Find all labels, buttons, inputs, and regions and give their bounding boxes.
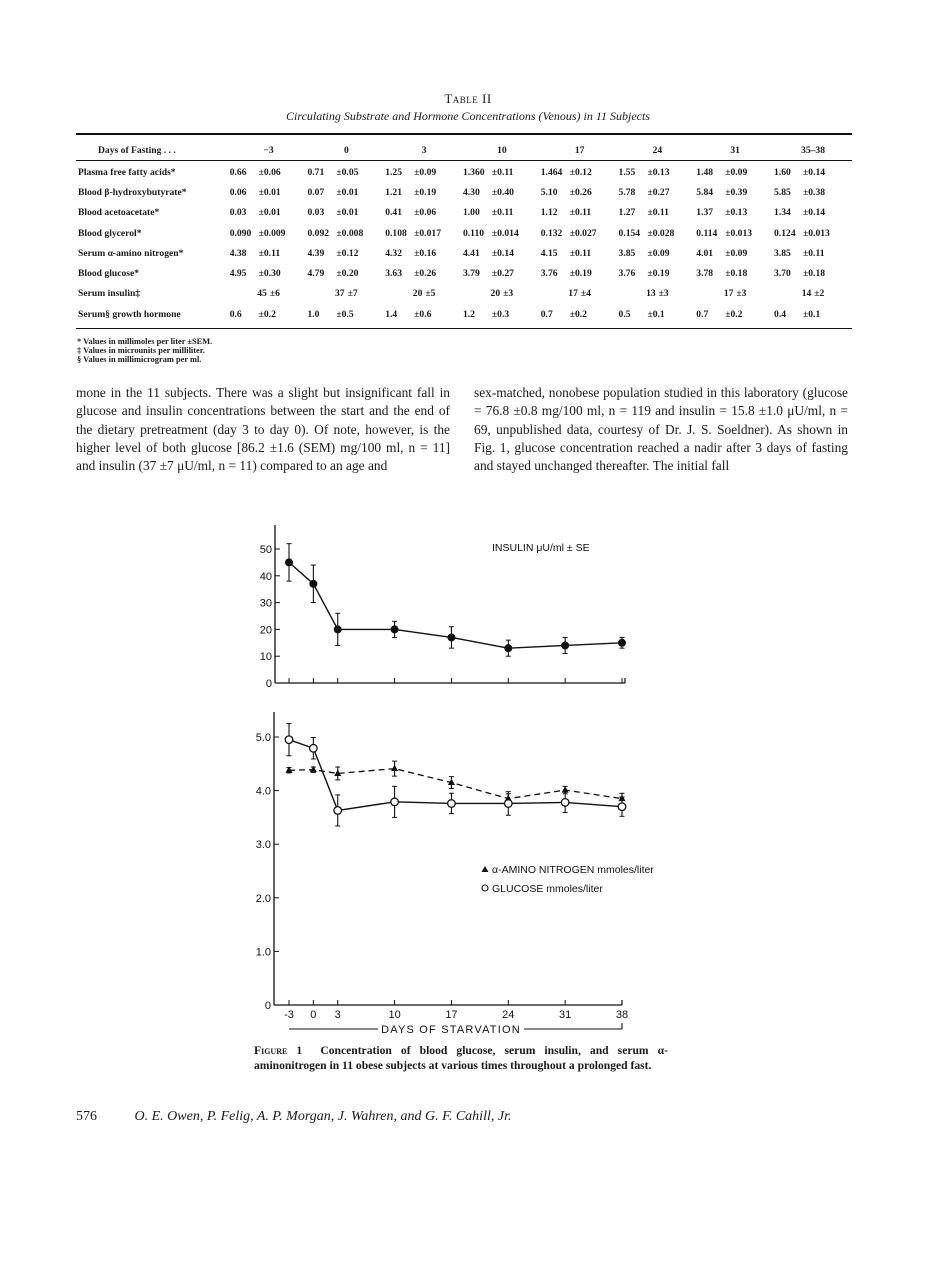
cell-value: 4.95 <box>229 268 247 280</box>
cell-error: ±0.01 <box>336 186 359 198</box>
cell-error: ±0.14 <box>491 247 514 259</box>
cell-error: ±0.01 <box>336 207 359 219</box>
cell-error: ±0.16 <box>414 247 437 259</box>
cell-value: 0.7 <box>696 308 709 320</box>
amino-nitrogen-data-point <box>391 765 398 772</box>
cell-error: ±0.26 <box>414 268 437 280</box>
cell-value: 3.79 <box>462 268 480 280</box>
cell-error: ±0.027 <box>569 227 597 239</box>
insulin-panel <box>260 525 626 690</box>
paragraph: mone in the 11 subjects. There was a slight but insignificant fall in glucose and insulin concentrations between the start and the end of the dietary pretreatment (day 3 to day 0). Of note, however, is the higher level of both glucose [86.2 ±1.6 (SEM) mg/100 ml, n = 11] and insulin (37 ±7 μU/ml, n = 11) compared to an age and <box>76 385 450 474</box>
cell-error: ±0.11 <box>647 207 669 219</box>
cell-value: 0.06 <box>229 186 247 198</box>
cell-error: ±0.013 <box>725 227 753 239</box>
x-tick-label: -3 <box>284 1009 294 1021</box>
cell-value: 17 <box>568 288 578 300</box>
cell-value: 1.25 <box>385 166 403 178</box>
cell-value: 0.03 <box>229 207 247 219</box>
author-list: O. E. Owen, P. Felig, A. P. Morgan, J. Wahren, and G. F. Cahill, Jr. <box>134 1109 512 1124</box>
column-header: −3 <box>263 144 274 156</box>
cell-error: ±0.6 <box>414 308 432 320</box>
glucose-data-point <box>391 798 399 806</box>
cell-value: 0.41 <box>385 207 403 219</box>
cell-value: 17 <box>723 288 734 300</box>
cell-value: 3.63 <box>385 268 403 280</box>
glucose-amino-panel <box>256 712 655 1036</box>
cell-error: ±0.13 <box>647 166 670 178</box>
y-tick-label: 50 <box>259 544 272 556</box>
cell-value: 0.71 <box>307 166 325 178</box>
glucose-data-point <box>561 799 569 807</box>
cell-error: ±0.30 <box>258 268 281 280</box>
column-header: 17 <box>574 144 585 156</box>
triangle-legend-icon <box>482 866 489 872</box>
cell-value: 1.34 <box>774 207 791 219</box>
column-header: 3 <box>421 144 427 156</box>
glucose-data-point <box>504 800 512 808</box>
table-title: Table II <box>444 91 492 106</box>
cell-error: ±0.028 <box>647 227 675 239</box>
y-tick-label: 4.0 <box>255 785 271 798</box>
y-tick-label: 3.0 <box>255 839 271 852</box>
cell-value: 0.154 <box>618 227 641 239</box>
cell-error: ±0.20 <box>336 268 359 280</box>
page-number: 576 <box>76 1109 97 1124</box>
cell-value: 0.07 <box>307 186 325 198</box>
footnote: § Values in millimicrogram per ml. <box>77 355 202 364</box>
cell-error: ±6 <box>269 288 280 300</box>
cell-value: 3.85 <box>774 247 791 259</box>
cell-value: 4.32 <box>385 247 403 259</box>
cell-value: 5.85 <box>774 186 791 198</box>
cell-error: ±0.09 <box>725 166 748 178</box>
cell-error: ±0.3 <box>491 308 510 320</box>
cell-error: ±0.14 <box>802 207 826 219</box>
cell-value: 0.132 <box>540 227 563 239</box>
row-label: Blood glycerol* <box>78 227 142 239</box>
cell-error: ±0.06 <box>414 207 437 219</box>
legend-glucose: GLUCOSE mmoles/liter <box>492 883 603 895</box>
cell-error: ±0.013 <box>802 227 830 239</box>
column-header: 24 <box>652 144 663 156</box>
cell-value: 3.76 <box>618 268 636 280</box>
cell-error: ±0.01 <box>258 207 281 219</box>
y-tick-label: 40 <box>259 570 272 583</box>
insulin-data-point <box>285 558 293 566</box>
cell-error: ±0.38 <box>802 186 826 198</box>
cell-error: ±0.27 <box>647 186 670 198</box>
cell-error: ±5 <box>425 288 436 300</box>
cell-value: 14 <box>801 288 812 300</box>
cell-value: 0.108 <box>385 227 407 239</box>
row-label: Blood acetoacetate* <box>78 207 160 219</box>
cell-value: 1.37 <box>696 207 714 219</box>
cell-error: ±3 <box>658 288 669 300</box>
cell-error: ±0.26 <box>569 186 592 198</box>
cell-value: 1.21 <box>385 186 403 198</box>
cell-value: 1.55 <box>618 166 636 178</box>
cell-error: ±0.01 <box>258 186 281 198</box>
y-tick-label: 30 <box>259 597 272 610</box>
y-tick-label: 0 <box>264 1000 271 1012</box>
cell-error: ±0.2 <box>569 308 587 320</box>
cell-error: ±0.39 <box>725 186 748 198</box>
cell-value: 4.15 <box>540 247 558 259</box>
cell-value: 1.48 <box>696 166 714 178</box>
cell-error: ±0.11 <box>569 247 592 259</box>
legend-amino-nitrogen: α-AMINO NITROGEN mmoles/liter <box>492 864 654 876</box>
cell-value: 5.84 <box>696 186 714 198</box>
x-tick-label: 24 <box>502 1009 515 1021</box>
cell-value: 4.38 <box>229 247 247 259</box>
x-tick-label: 0 <box>310 1009 317 1021</box>
row-label: Serum§ growth hormone <box>78 308 181 320</box>
cell-value: 0.6 <box>229 308 242 320</box>
insulin-data-point <box>391 625 399 633</box>
cell-error: ±0.27 <box>491 268 514 280</box>
insulin-data-point <box>618 639 626 647</box>
cell-error: ±0.1 <box>802 308 821 320</box>
row-label: Serum insulin‡ <box>78 288 141 300</box>
y-tick-label: 10 <box>259 651 272 664</box>
row-label: Plasma free fatty acids* <box>78 166 176 178</box>
cell-error: ±0.40 <box>491 186 514 198</box>
cell-error: ±0.008 <box>336 227 364 239</box>
cell-error: ±0.09 <box>647 247 670 259</box>
cell-error: ±0.5 <box>336 308 354 320</box>
glucose-data-point <box>334 807 342 815</box>
x-axis-label: DAYS OF STARVATION <box>381 1024 521 1036</box>
cell-error: ±0.11 <box>491 166 514 178</box>
cell-value: 0.7 <box>540 308 553 320</box>
y-tick-label: 20 <box>259 624 272 637</box>
cell-value: 5.78 <box>618 186 636 198</box>
insulin-data-point <box>447 633 455 641</box>
x-tick-label: 17 <box>445 1009 458 1021</box>
cell-value: 4.30 <box>462 186 480 198</box>
cell-value: 45 <box>257 288 267 300</box>
cell-value: 4.41 <box>462 247 480 259</box>
cell-value: 0.4 <box>774 308 787 320</box>
cell-error: ±0.12 <box>569 166 592 178</box>
cell-error: ±0.11 <box>258 247 281 259</box>
column-header: 31 <box>730 144 740 156</box>
circle-legend-icon <box>482 885 488 891</box>
insulin-panel-label: INSULIN μU/ml ± SE <box>492 542 590 554</box>
cell-error: ±0.2 <box>258 308 276 320</box>
cell-value: 0.092 <box>307 227 330 239</box>
table-subtitle: Circulating Substrate and Hormone Concentrations (Venous) in 11 Subjects <box>286 109 650 123</box>
cell-error: ±0.014 <box>491 227 519 239</box>
cell-value: 1.0 <box>307 308 320 320</box>
cell-error: ±4 <box>580 288 591 300</box>
cell-value: 4.79 <box>307 268 325 280</box>
cell-value: 3.78 <box>696 268 714 280</box>
cell-error: ±0.1 <box>647 308 665 320</box>
cell-value: 37 <box>335 288 345 300</box>
paragraph: sex-matched, nonobese population studied in this laboratory (glucose = 76.8 ±0.8 mg/100 ml, n = 119 and insulin = 15.8 ±1.0 μU/ml, n = 69, unpublished data, courtesy of Dr. J. S. Soeldner). As shown in Fig. 1, glucose concentration reached a nadir after 3 days of fasting and stayed unchanged thereafter. The initial fall <box>474 385 848 474</box>
figure-label: Figure 1 <box>254 1044 303 1057</box>
cell-value: 0.5 <box>618 308 631 320</box>
cell-error: ±3 <box>503 288 514 300</box>
x-tick-label: 31 <box>559 1009 572 1021</box>
cell-error: ±0.06 <box>258 166 281 178</box>
cell-value: 20 <box>412 288 423 300</box>
row-header: Days of Fasting . . . <box>98 144 176 156</box>
row-label: Blood β-hydroxybutyrate* <box>78 186 187 198</box>
y-tick-label: 1.0 <box>255 946 271 959</box>
cell-error: ±0.19 <box>647 268 670 280</box>
insulin-data-point <box>334 625 342 633</box>
cell-value: 4.39 <box>307 247 325 259</box>
cell-value: 3.85 <box>618 247 636 259</box>
figure-caption <box>254 1043 668 1073</box>
glucose-data-point <box>448 800 456 808</box>
insulin-data-point <box>561 641 569 649</box>
cell-error: ±0.009 <box>258 227 286 239</box>
footnote: ‡ Values in microunits per milliliter. <box>77 346 205 355</box>
cell-error: ±7 <box>347 288 358 300</box>
caption-text: Concentration of blood glucose, serum insulin, and serum α-aminonitrogen in 11 obese subjects at various times throughout a prolonged fast. <box>254 1044 668 1072</box>
cell-error: ±0.09 <box>414 166 437 178</box>
cell-error: ±0.09 <box>725 247 748 259</box>
cell-value: 0.114 <box>696 227 718 239</box>
glucose-data-point <box>310 744 318 752</box>
cell-value: 5.10 <box>540 186 558 198</box>
x-tick-label: 38 <box>615 1009 629 1021</box>
cell-value: 1.12 <box>540 207 558 219</box>
cell-value: 1.2 <box>462 308 475 320</box>
row-label: Serum α-amino nitrogen* <box>78 247 184 259</box>
page-footer <box>76 1109 511 1125</box>
cell-value: 1.464 <box>540 166 563 178</box>
cell-value: 0.090 <box>229 227 252 239</box>
cell-value: 1.60 <box>774 166 791 178</box>
column-header: 0 <box>343 144 349 156</box>
column-header: 10 <box>497 144 507 156</box>
cell-value: 3.76 <box>540 268 558 280</box>
y-tick-label: 0 <box>265 678 272 690</box>
cell-error: ±0.017 <box>414 227 442 239</box>
insulin-data-point <box>309 580 317 588</box>
cell-error: ±0.11 <box>491 207 514 219</box>
footnote: * Values in millimoles per liter ±SEM. <box>77 337 213 346</box>
cell-error: ±0.12 <box>336 247 359 259</box>
x-tick-label: 3 <box>334 1009 341 1021</box>
cell-value: 13 <box>646 288 656 300</box>
cell-error: ±0.18 <box>725 268 748 280</box>
cell-error: ±2 <box>814 288 825 300</box>
cell-error: ±0.2 <box>725 308 743 320</box>
cell-value: 1.27 <box>618 207 636 219</box>
cell-value: 20 <box>490 288 501 300</box>
cell-error: ±3 <box>736 288 747 300</box>
row-label: Blood glucose* <box>78 268 140 280</box>
cell-error: ±0.19 <box>414 186 437 198</box>
cell-value: 0.66 <box>229 166 247 178</box>
cell-value: 0.124 <box>774 227 796 239</box>
cell-error: ±0.11 <box>569 207 592 219</box>
cell-value: 1.360 <box>462 166 485 178</box>
y-tick-label: 5.0 <box>255 732 271 744</box>
cell-error: ±0.19 <box>569 268 592 280</box>
glucose-data-point <box>618 803 626 811</box>
insulin-data-point <box>504 644 512 652</box>
cell-value: 0.110 <box>462 227 485 239</box>
cell-error: ±0.14 <box>802 166 826 178</box>
cell-error: ±0.18 <box>802 268 826 280</box>
cell-value: 1.00 <box>462 207 480 219</box>
glucose-data-point <box>285 736 293 744</box>
amino-nitrogen-data-point <box>562 786 569 793</box>
y-tick-label: 2.0 <box>255 892 271 905</box>
cell-error: ±0.13 <box>725 207 748 219</box>
cell-value: 1.4 <box>385 308 398 320</box>
cell-error: ±0.05 <box>336 166 359 178</box>
x-tick-label: 10 <box>388 1009 401 1021</box>
cell-value: 3.70 <box>774 268 791 280</box>
cell-value: 0.03 <box>307 207 325 219</box>
cell-value: 4.01 <box>696 247 714 259</box>
column-header: 35–38 <box>801 144 826 156</box>
cell-error: ±0.11 <box>802 247 825 259</box>
